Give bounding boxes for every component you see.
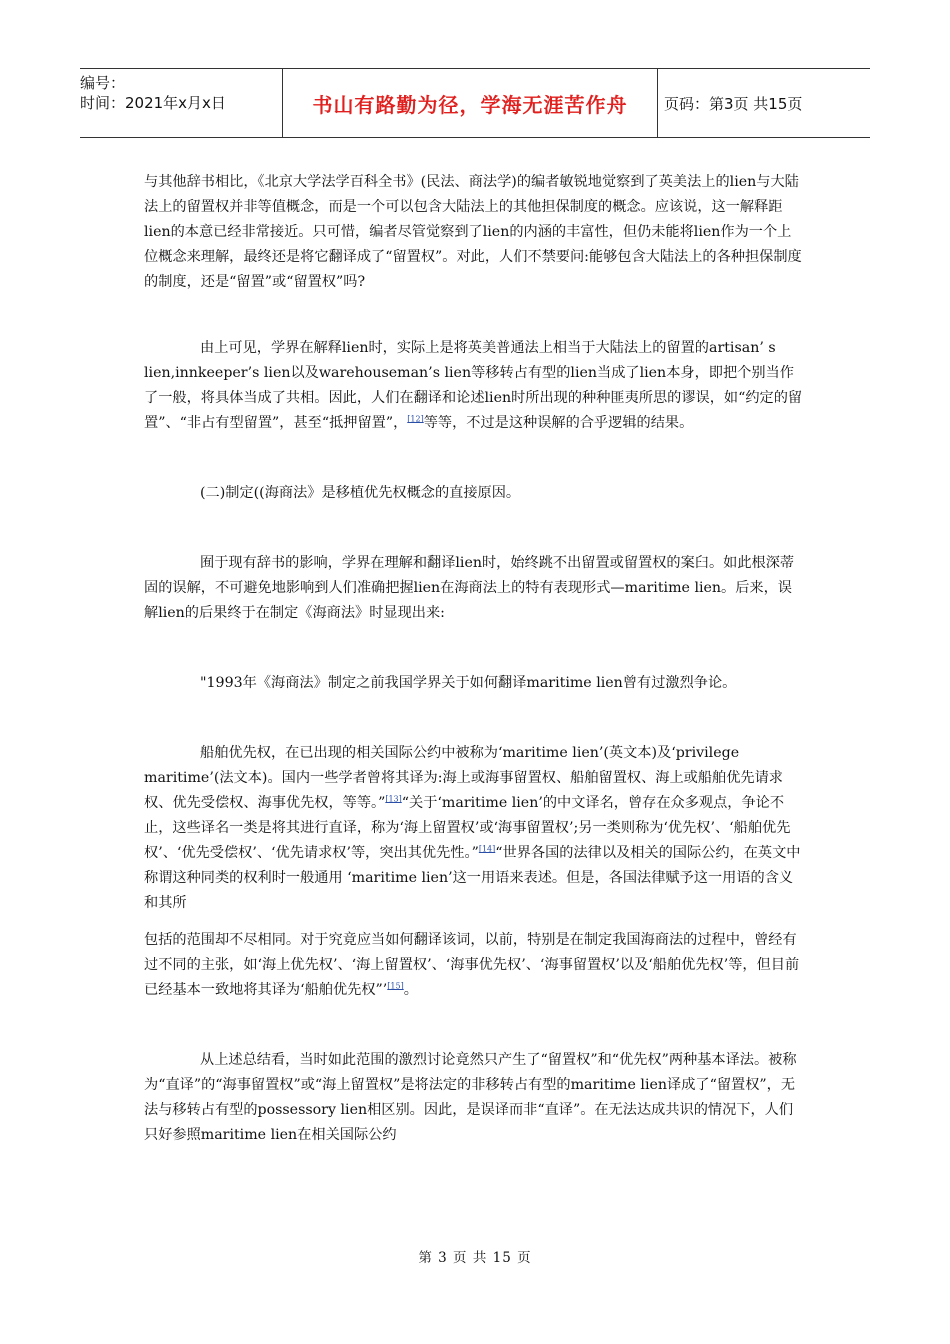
- paragraph-8: 从上述总结看，当时如此范围的激烈讨论竟然只产生了“留置权”和“优先权”两种基本译法。被称为“直译”的“海事留置权”或“海上留置权”是将法定的非移转占有型的maritime lien译成了“留置权”，无法与移转占有型的possessory lien相区别。因此，是误译而非“直译”。在无法达成共识的情况下，人们只好参照maritime lien在相关国际公约: [144, 1052, 797, 1143]
- document-number-label: 编号：: [80, 74, 126, 92]
- footnote-ref-15[interactable]: [15]: [387, 981, 404, 991]
- paragraph-7: [144, 928, 804, 1003]
- section-heading: (二)制定((海商法》是移植优先权概念的直接原因。: [200, 485, 521, 501]
- paragraph-7-text-b: 。: [403, 982, 418, 998]
- paragraph-6-text-c: “世界各国的法律以及相关的国际公约，在英文中称谓这种同类的权利时一般通用 ‘maritime lien’这一用语来表述。但是，各国法律赋予这一用语的含义和其所: [144, 845, 801, 911]
- paragraph-6-text-b: “关于‘maritime lien’的中文译名，曾存在众多观点，争论不止，这些译名一类是将其进行直译，称为‘海上留置权’或‘海事留置权’;另一类则称为‘优先权’、‘船舶优先权’、‘优先受偿权’、‘优先请求权’等，突出其优先性。”: [144, 795, 791, 861]
- paragraph-6: [144, 741, 804, 916]
- footnote-ref-14[interactable]: [14]: [478, 844, 496, 854]
- document-body: [144, 170, 804, 1148]
- header-meta: [80, 69, 280, 141]
- page-footer: 第 3 页 共 15 页: [418, 1250, 532, 1266]
- paragraph-5: "1993年《海商法》制定之前我国学界关于如何翻译maritime lien曾有过激烈争论。: [200, 675, 737, 691]
- paragraph-7-text-a: 包括的范围却不尽相同。对于究竟应当如何翻译该词，以前，特别是在制定我国海商法的过程中，曾经有过不同的主张，如‘海上优先权’、‘海上留置权’、‘海事优先权’、‘海事留置权’以及‘船舶优先权’等，但目前已经基本一致地将其译为‘船舶优先权”’: [144, 932, 800, 998]
- paragraph-2: [144, 336, 804, 436]
- footnote-ref-13[interactable]: [13]: [385, 794, 402, 804]
- paragraph-4: 囿于现有辞书的影响，学界在理解和翻译lien时，始终跳不出留置或留置权的案臼。如此根深蒂固的误解，不可避免地影响到人们准确把握lien在海商法上的特有表现形式—maritime lien。后来，误解lien的后果终于在制定《海商法》时显现出来:: [144, 555, 795, 621]
- header-page-info: 页码：第3页 共15页: [664, 94, 803, 113]
- paragraph-6-text-a: 船舶优先权，在已出现的相关国际公约中被称为‘maritime lien’(英文本)及‘privilege maritime’(法文本)。国内一些学者曾将其译为:海上或海事留置权、船舶留置权、海上或船舶优先请求权、优先受偿权、海事优先权，等等。”: [144, 745, 783, 811]
- paragraph-2-text-b: 等等，不过是这种误解的合乎逻辑的结果。: [423, 415, 694, 431]
- page-header: [80, 68, 870, 138]
- footnote-ref-12[interactable]: [12]: [407, 414, 424, 424]
- document-date: 时间：2021年x月x日: [80, 94, 226, 112]
- header-motto: 书山有路勤为径，学海无涯苦作舟: [282, 69, 658, 137]
- paragraph-1: 与其他辞书相比，《北京大学法学百科全书》(民法、商法学)的编者敏锐地觉察到了英美法上的lien与大陆法上的留置权并非等值概念，而是一个可以包含大陆法上的其他担保制度的概念。应该说，这一解释距lien的本意已经非常接近。只可惜，编者尽管觉察到了lien的内涵的丰富性，但仍未能将lien作为一个上位概念来理解，最终还是将它翻译成了“留置权”。对此，人们不禁要问:能够包含大陆法上的各种担保制度的制度，还是“留置”或“留置权”吗?: [144, 174, 802, 290]
- paragraph-2-text-a: 由上可见，学界在解释lien时，实际上是将英美普通法上相当于大陆法上的留置的artisan’ s lien,innkeeper’s lien以及warehouseman’s lien等移转占有型的lien当成了lien本身，即把个别当作了一般，将具体当成了共相。因此，人们在翻译和论述lien时所出现的种种匪夷所思的谬误，如“约定的留置”、“非占有型留置”，甚至“抵押留置”，: [144, 340, 803, 431]
